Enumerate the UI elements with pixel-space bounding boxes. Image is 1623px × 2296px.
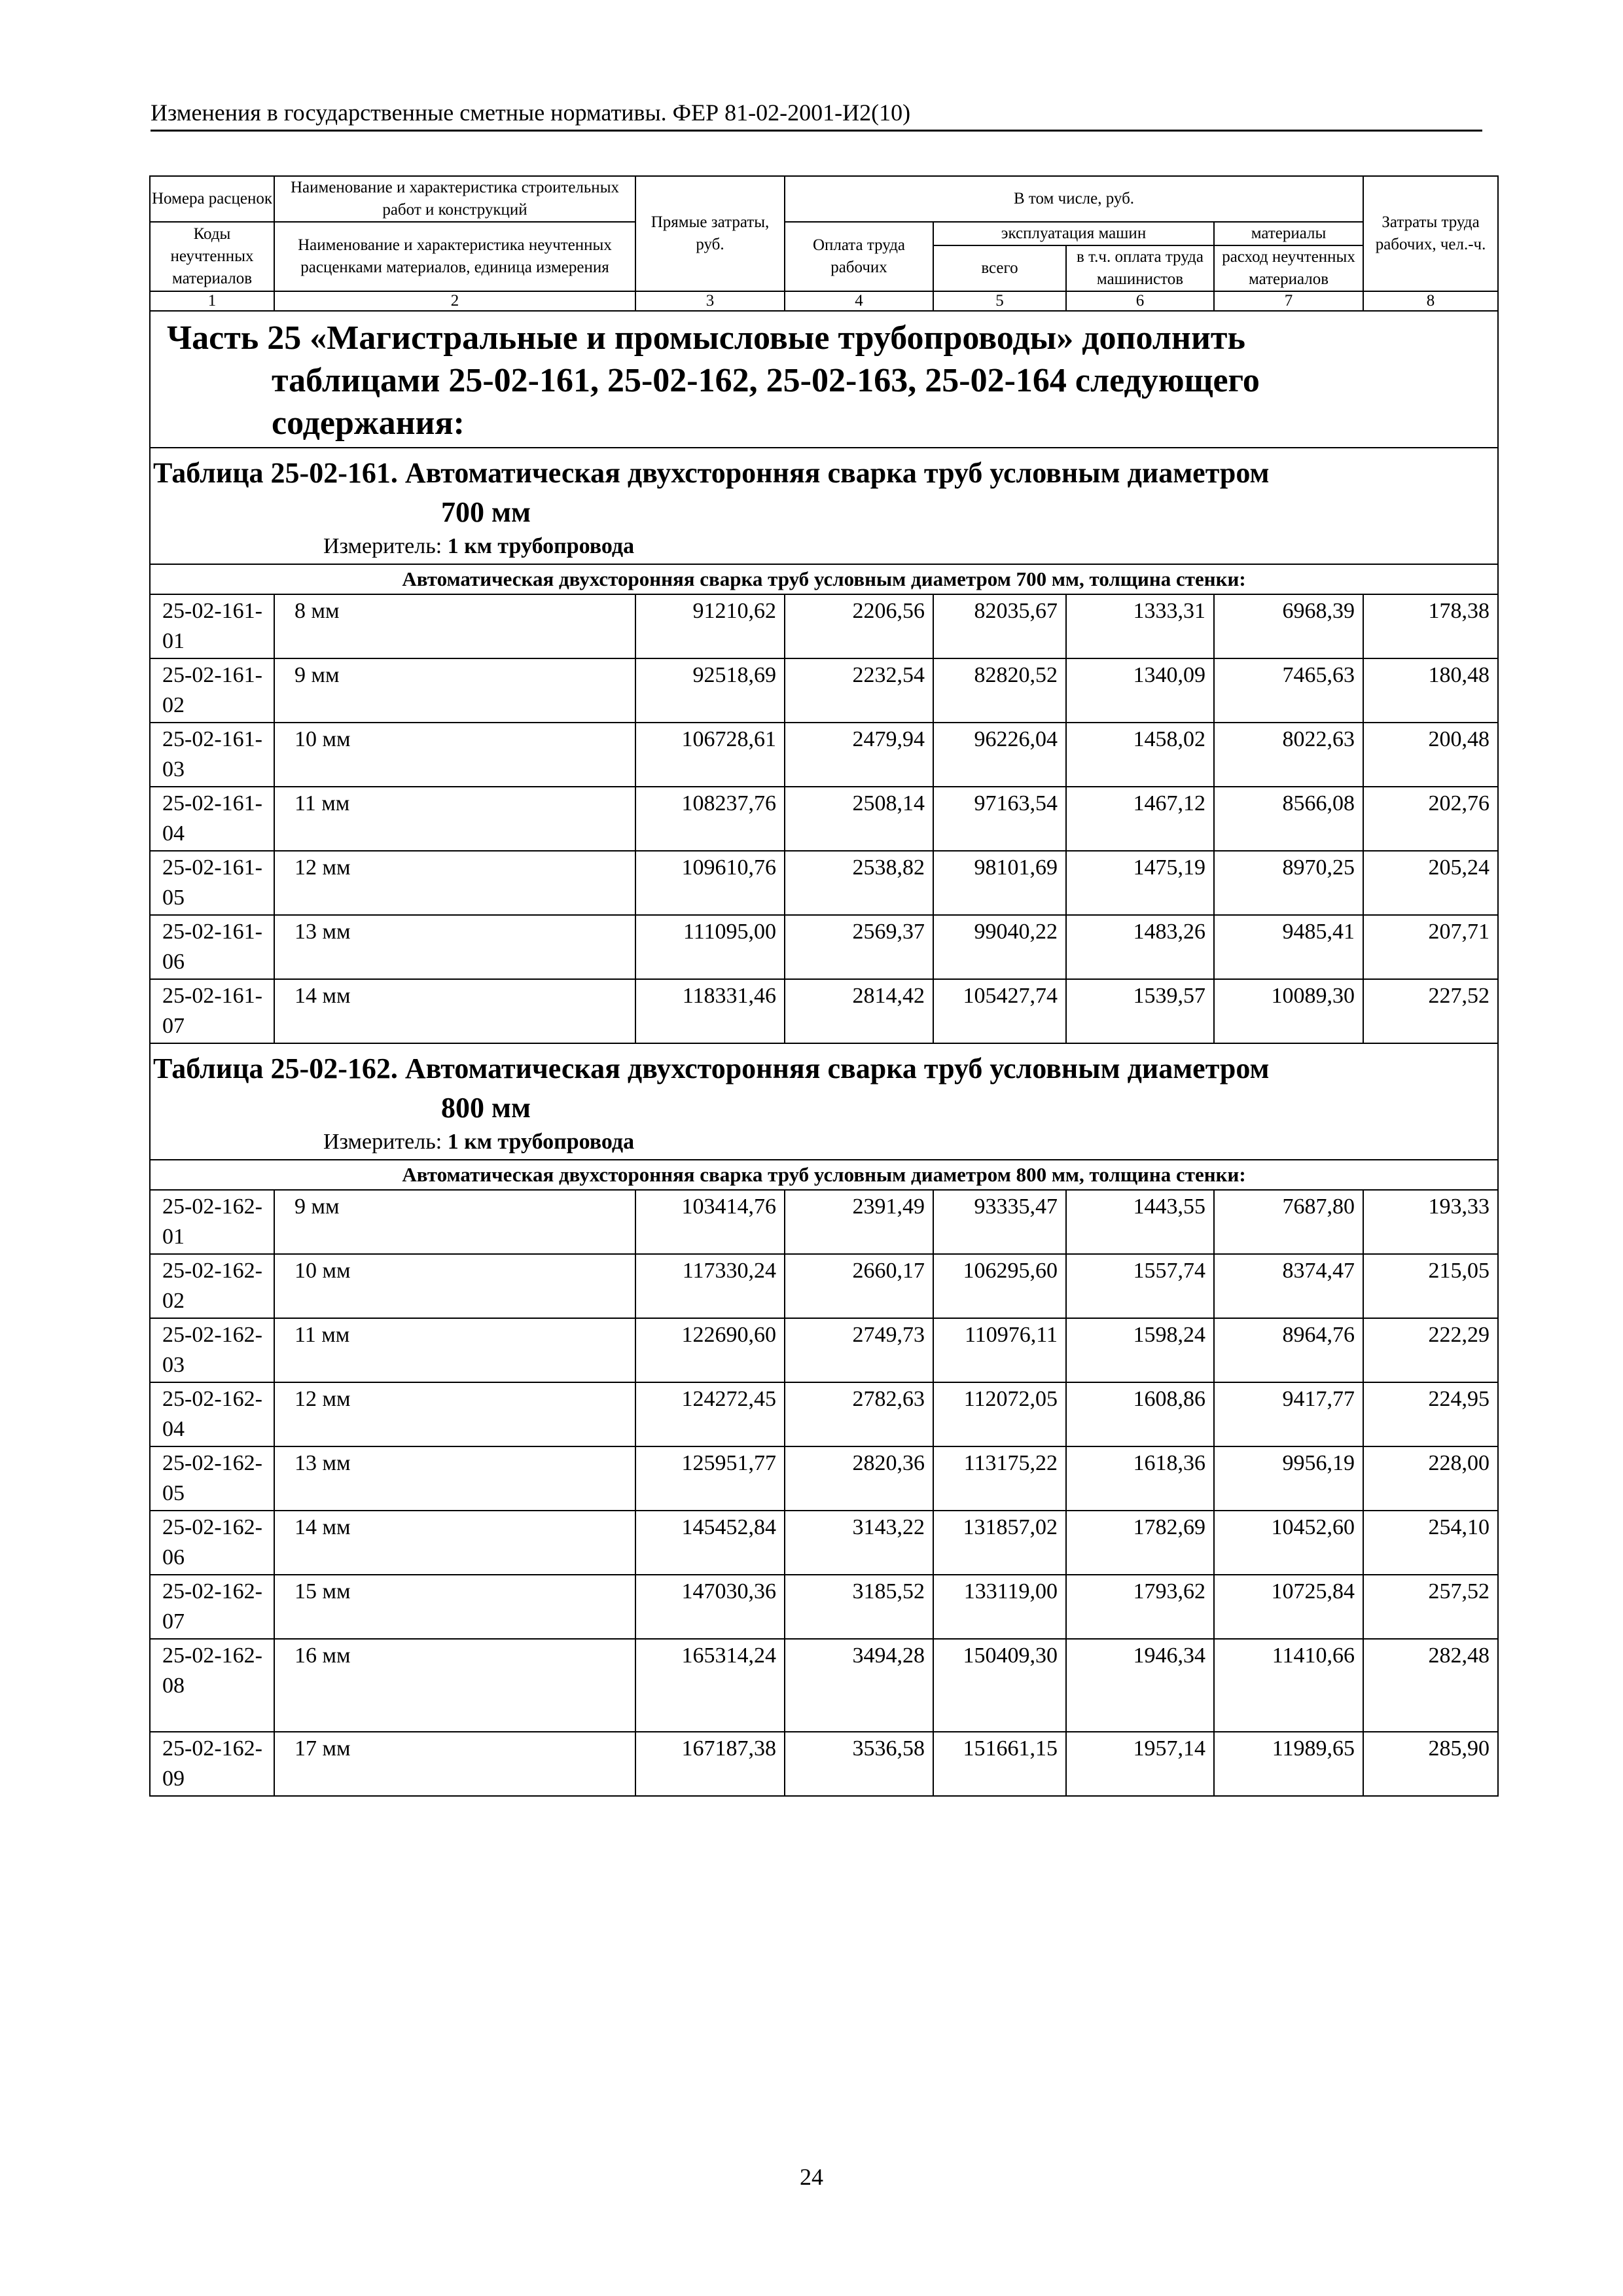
labor-hours-cell: 200,48 xyxy=(1363,723,1498,787)
wall-thickness-cell: 15 мм xyxy=(274,1575,635,1639)
table-heading xyxy=(150,448,1498,564)
materials-cell: 7687,80 xyxy=(1214,1190,1363,1254)
materials-cell: 10725,84 xyxy=(1214,1575,1363,1639)
rate-code-cell: 25-02-162-09 xyxy=(150,1732,274,1796)
table-subheading: Автоматическая двухсторонняя сварка труб условным диаметром 700 мм, толщина стенки: xyxy=(150,564,1498,594)
part-heading-line: содержания: xyxy=(272,404,465,442)
wall-thickness-cell: 10 мм xyxy=(274,723,635,787)
col7-header: расход неучтенных материалов xyxy=(1214,245,1363,291)
table-title-continued: 700 мм xyxy=(441,496,531,528)
materials-cell: 6968,39 xyxy=(1214,594,1363,658)
col3-header: Прямые затраты, руб. xyxy=(635,176,785,291)
rate-code-cell: 25-02-162-04 xyxy=(150,1382,274,1446)
table-row xyxy=(150,1575,1498,1639)
col6-header: в т.ч. оплата труда машинистов xyxy=(1066,245,1214,291)
labor-hours-cell: 222,29 xyxy=(1363,1318,1498,1382)
materials-cell: 11989,65 xyxy=(1214,1732,1363,1796)
labor-cost-cell: 2479,94 xyxy=(785,723,933,787)
operators-cost-cell: 1598,24 xyxy=(1066,1318,1214,1382)
table-row xyxy=(150,787,1498,851)
wall-thickness-cell: 16 мм xyxy=(274,1639,635,1732)
materials-header: материалы xyxy=(1214,222,1363,245)
table-row xyxy=(150,1446,1498,1511)
operators-cost-cell: 1957,14 xyxy=(1066,1732,1214,1796)
column-number: 3 xyxy=(635,291,785,311)
column-number: 5 xyxy=(933,291,1066,311)
direct-cost-cell: 118331,46 xyxy=(635,979,785,1043)
rate-code-cell: 25-02-161-04 xyxy=(150,787,274,851)
wall-thickness-cell: 17 мм xyxy=(274,1732,635,1796)
labor-hours-cell: 202,76 xyxy=(1363,787,1498,851)
machines-cost-cell: 110976,11 xyxy=(933,1318,1066,1382)
machines-cost-cell: 96226,04 xyxy=(933,723,1066,787)
table-row xyxy=(150,658,1498,723)
operators-cost-cell: 1483,26 xyxy=(1066,915,1214,979)
labor-cost-cell: 2814,42 xyxy=(785,979,933,1043)
table-title: Таблица 25-02-162. Автоматическая двухсторонняя сварка труб условным диаметром xyxy=(153,1052,1270,1085)
machines-cost-cell: 151661,15 xyxy=(933,1732,1066,1796)
operators-cost-cell: 1946,34 xyxy=(1066,1639,1214,1732)
materials-cell: 9485,41 xyxy=(1214,915,1363,979)
rate-code-cell: 25-02-161-07 xyxy=(150,979,274,1043)
table-row xyxy=(150,979,1498,1043)
labor-cost-cell: 2569,37 xyxy=(785,915,933,979)
column-number-row xyxy=(150,291,1498,311)
labor-hours-cell: 193,33 xyxy=(1363,1190,1498,1254)
operators-cost-cell: 1443,55 xyxy=(1066,1190,1214,1254)
rate-code-cell: 25-02-161-01 xyxy=(150,594,274,658)
direct-cost-cell: 165314,24 xyxy=(635,1639,785,1732)
labor-cost-cell: 2508,14 xyxy=(785,787,933,851)
column-number: 7 xyxy=(1214,291,1363,311)
column-number: 8 xyxy=(1363,291,1498,311)
materials-cell: 8566,08 xyxy=(1214,787,1363,851)
direct-cost-cell: 91210,62 xyxy=(635,594,785,658)
machines-header: эксплуатация машин xyxy=(933,222,1214,245)
part-heading xyxy=(150,311,1498,448)
direct-cost-cell: 122690,60 xyxy=(635,1318,785,1382)
operators-cost-cell: 1793,62 xyxy=(1066,1575,1214,1639)
operators-cost-cell: 1340,09 xyxy=(1066,658,1214,723)
table-row xyxy=(150,1318,1498,1382)
table-row xyxy=(150,851,1498,915)
table-title-continued: 800 мм xyxy=(441,1092,531,1124)
machines-cost-cell: 99040,22 xyxy=(933,915,1066,979)
col8-header: Затраты труда рабочих, чел.-ч. xyxy=(1363,176,1498,291)
operators-cost-cell: 1475,19 xyxy=(1066,851,1214,915)
labor-hours-cell: 215,05 xyxy=(1363,1254,1498,1318)
labor-hours-cell: 178,38 xyxy=(1363,594,1498,658)
labor-hours-cell: 228,00 xyxy=(1363,1446,1498,1511)
rate-code-cell: 25-02-162-08 xyxy=(150,1639,274,1732)
table-row xyxy=(150,1639,1498,1732)
direct-cost-cell: 92518,69 xyxy=(635,658,785,723)
col2-header-bottom: Наименование и характеристика неучтенных расценками материалов, единица измерения xyxy=(274,222,635,291)
direct-cost-cell: 103414,76 xyxy=(635,1190,785,1254)
rate-code-cell: 25-02-161-03 xyxy=(150,723,274,787)
col1-header-bottom: Коды неучтенных материалов xyxy=(150,222,274,291)
materials-cell: 11410,66 xyxy=(1214,1639,1363,1732)
direct-cost-cell: 147030,36 xyxy=(635,1575,785,1639)
machines-cost-cell: 105427,74 xyxy=(933,979,1066,1043)
table-row xyxy=(150,723,1498,787)
labor-cost-cell: 3494,28 xyxy=(785,1639,933,1732)
operators-cost-cell: 1333,31 xyxy=(1066,594,1214,658)
machines-cost-cell: 98101,69 xyxy=(933,851,1066,915)
table-row xyxy=(150,915,1498,979)
wall-thickness-cell: 14 мм xyxy=(274,1511,635,1575)
operators-cost-cell: 1539,57 xyxy=(1066,979,1214,1043)
table-heading xyxy=(150,1043,1498,1160)
labor-cost-cell: 3143,22 xyxy=(785,1511,933,1575)
operators-cost-cell: 1467,12 xyxy=(1066,787,1214,851)
table-title: Таблица 25-02-161. Автоматическая двухсторонняя сварка труб условным диаметром xyxy=(153,457,1270,489)
direct-cost-cell: 106728,61 xyxy=(635,723,785,787)
measure-label: Измеритель: xyxy=(323,1130,442,1154)
labor-hours-cell: 282,48 xyxy=(1363,1639,1498,1732)
materials-cell: 8374,47 xyxy=(1214,1254,1363,1318)
table-row xyxy=(150,1254,1498,1318)
materials-cell: 8964,76 xyxy=(1214,1318,1363,1382)
rate-code-cell: 25-02-161-05 xyxy=(150,851,274,915)
labor-cost-cell: 2232,54 xyxy=(785,658,933,723)
labor-hours-cell: 227,52 xyxy=(1363,979,1498,1043)
materials-cell: 7465,63 xyxy=(1214,658,1363,723)
col5-header: всего xyxy=(933,245,1066,291)
operators-cost-cell: 1782,69 xyxy=(1066,1511,1214,1575)
price-table xyxy=(149,175,1499,1797)
column-number: 4 xyxy=(785,291,933,311)
machines-cost-cell: 150409,30 xyxy=(933,1639,1066,1732)
direct-cost-cell: 108237,76 xyxy=(635,787,785,851)
machines-cost-cell: 97163,54 xyxy=(933,787,1066,851)
measure-label: Измеритель: xyxy=(323,534,442,558)
col4-header: Оплата труда рабочих xyxy=(785,222,933,291)
materials-cell: 9417,77 xyxy=(1214,1382,1363,1446)
wall-thickness-cell: 12 мм xyxy=(274,1382,635,1446)
machines-cost-cell: 106295,60 xyxy=(933,1254,1066,1318)
rate-code-cell: 25-02-162-01 xyxy=(150,1190,274,1254)
materials-cell: 8022,63 xyxy=(1214,723,1363,787)
machines-cost-cell: 82035,67 xyxy=(933,594,1066,658)
labor-cost-cell: 2538,82 xyxy=(785,851,933,915)
column-number: 6 xyxy=(1066,291,1214,311)
group-header: В том числе, руб. xyxy=(785,176,1363,222)
materials-cell: 9956,19 xyxy=(1214,1446,1363,1511)
machines-cost-cell: 113175,22 xyxy=(933,1446,1066,1511)
rate-code-cell: 25-02-162-03 xyxy=(150,1318,274,1382)
wall-thickness-cell: 10 мм xyxy=(274,1254,635,1318)
table-row xyxy=(150,1511,1498,1575)
machines-cost-cell: 131857,02 xyxy=(933,1511,1066,1575)
table-subheading: Автоматическая двухсторонняя сварка труб условным диаметром 800 мм, толщина стенки: xyxy=(150,1160,1498,1190)
labor-cost-cell: 2749,73 xyxy=(785,1318,933,1382)
materials-cell: 10089,30 xyxy=(1214,979,1363,1043)
rate-code-cell: 25-02-161-06 xyxy=(150,915,274,979)
labor-cost-cell: 2206,56 xyxy=(785,594,933,658)
labor-cost-cell: 2660,17 xyxy=(785,1254,933,1318)
operators-cost-cell: 1618,36 xyxy=(1066,1446,1214,1511)
labor-hours-cell: 207,71 xyxy=(1363,915,1498,979)
column-number: 1 xyxy=(150,291,274,311)
page-header-title: Изменения в государственные сметные нормативы. ФЕР 81-02-2001-И2(10) xyxy=(151,98,1482,132)
wall-thickness-cell: 13 мм xyxy=(274,1446,635,1511)
part-heading-line: Часть 25 «Магистральные и промысловые трубопроводы» дополнить xyxy=(167,319,1245,357)
rate-code-cell: 25-02-162-06 xyxy=(150,1511,274,1575)
materials-cell: 8970,25 xyxy=(1214,851,1363,915)
operators-cost-cell: 1557,74 xyxy=(1066,1254,1214,1318)
wall-thickness-cell: 9 мм xyxy=(274,658,635,723)
table-row xyxy=(150,1732,1498,1796)
labor-hours-cell: 257,52 xyxy=(1363,1575,1498,1639)
labor-hours-cell: 285,90 xyxy=(1363,1732,1498,1796)
machines-cost-cell: 112072,05 xyxy=(933,1382,1066,1446)
labor-hours-cell: 254,10 xyxy=(1363,1511,1498,1575)
labor-cost-cell: 3536,58 xyxy=(785,1732,933,1796)
direct-cost-cell: 109610,76 xyxy=(635,851,785,915)
wall-thickness-cell: 11 мм xyxy=(274,1318,635,1382)
labor-hours-cell: 224,95 xyxy=(1363,1382,1498,1446)
page-number: 24 xyxy=(800,2164,823,2190)
measure-line xyxy=(153,1128,1491,1157)
direct-cost-cell: 124272,45 xyxy=(635,1382,785,1446)
labor-cost-cell: 2820,36 xyxy=(785,1446,933,1511)
rate-code-cell: 25-02-162-05 xyxy=(150,1446,274,1511)
measure-value: 1 км трубопровода xyxy=(447,1130,635,1154)
wall-thickness-cell: 8 мм xyxy=(274,594,635,658)
materials-cell: 10452,60 xyxy=(1214,1511,1363,1575)
direct-cost-cell: 111095,00 xyxy=(635,915,785,979)
wall-thickness-cell: 12 мм xyxy=(274,851,635,915)
part-heading-line: таблицами 25-02-161, 25-02-162, 25-02-163, 25-02-164 следующего xyxy=(272,362,1260,399)
labor-hours-cell: 205,24 xyxy=(1363,851,1498,915)
wall-thickness-cell: 9 мм xyxy=(274,1190,635,1254)
rate-code-cell: 25-02-162-07 xyxy=(150,1575,274,1639)
measure-value: 1 км трубопровода xyxy=(447,534,635,558)
machines-cost-cell: 82820,52 xyxy=(933,658,1066,723)
labor-cost-cell: 2782,63 xyxy=(785,1382,933,1446)
table-row xyxy=(150,594,1498,658)
table-row xyxy=(150,1382,1498,1446)
rate-code-cell: 25-02-161-02 xyxy=(150,658,274,723)
column-number: 2 xyxy=(274,291,635,311)
col1-header-top: Номера расценок xyxy=(150,176,274,222)
labor-hours-cell: 180,48 xyxy=(1363,658,1498,723)
table-row xyxy=(150,1190,1498,1254)
machines-cost-cell: 133119,00 xyxy=(933,1575,1066,1639)
measure-line xyxy=(153,532,1491,561)
machines-cost-cell: 93335,47 xyxy=(933,1190,1066,1254)
wall-thickness-cell: 14 мм xyxy=(274,979,635,1043)
direct-cost-cell: 145452,84 xyxy=(635,1511,785,1575)
direct-cost-cell: 125951,77 xyxy=(635,1446,785,1511)
wall-thickness-cell: 13 мм xyxy=(274,915,635,979)
operators-cost-cell: 1458,02 xyxy=(1066,723,1214,787)
rate-code-cell: 25-02-162-02 xyxy=(150,1254,274,1318)
col2-header-top: Наименование и характеристика строительных работ и конструкций xyxy=(274,176,635,222)
direct-cost-cell: 117330,24 xyxy=(635,1254,785,1318)
operators-cost-cell: 1608,86 xyxy=(1066,1382,1214,1446)
wall-thickness-cell: 11 мм xyxy=(274,787,635,851)
labor-cost-cell: 3185,52 xyxy=(785,1575,933,1639)
direct-cost-cell: 167187,38 xyxy=(635,1732,785,1796)
labor-cost-cell: 2391,49 xyxy=(785,1190,933,1254)
